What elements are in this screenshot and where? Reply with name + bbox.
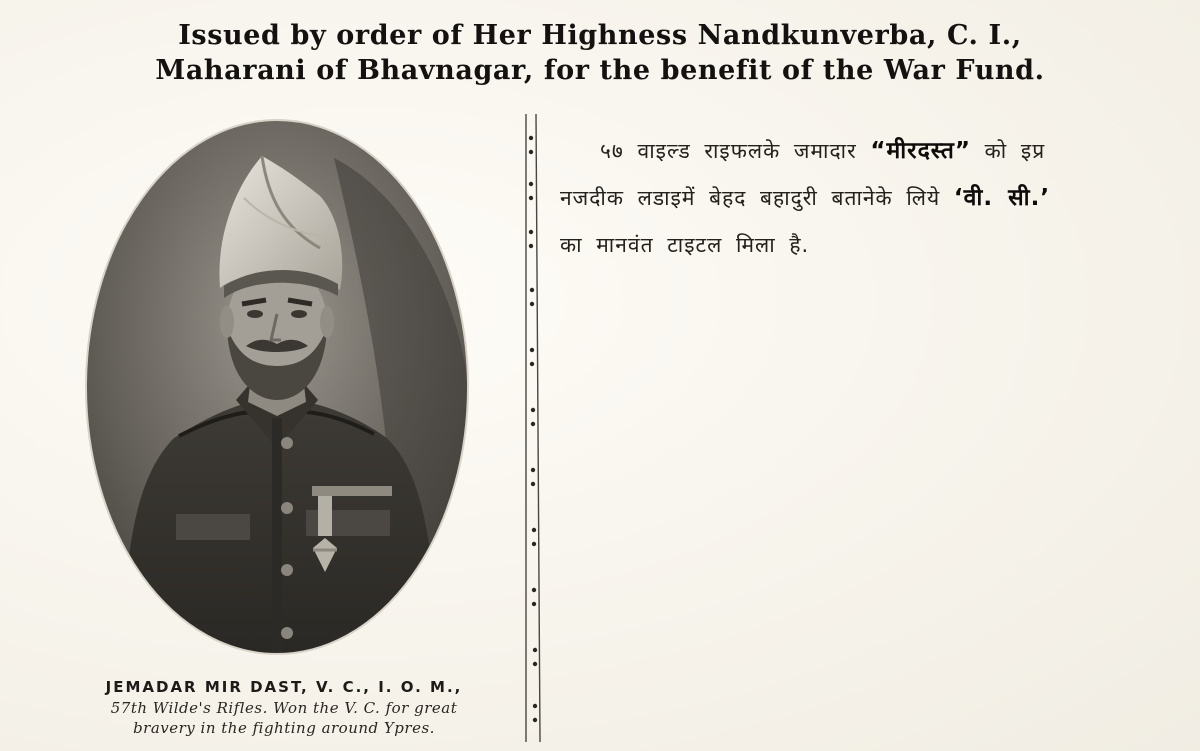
caption-line-2: bravery in the fighting around Ypres. (133, 719, 435, 737)
hindi-text-block (560, 128, 1176, 269)
header-line-1: Issued by order of Her Highness Nandkunverba, C. I., (178, 20, 1022, 51)
hindi-vc-emphasis: ‘वी. सी.’ (953, 185, 1051, 211)
hindi-line-2 (560, 175, 1176, 222)
caption-name: JEMADAR MIR DAST, V. C., I. O. M., (105, 678, 463, 696)
dotted-divider (518, 114, 548, 742)
hindi-line-2-start: नजदीक लडाइमें बेहद बहादुरी बतानेके लिये (560, 186, 954, 210)
header-title (0, 18, 1200, 88)
portrait-photo (84, 118, 470, 656)
hindi-line-1-start: ५७ वाइल्ड राइफलके जमादार (600, 139, 871, 163)
hindi-name-emphasis: “मीरदस्त” (870, 138, 971, 164)
hindi-line-1-end: को इप्र (970, 139, 1046, 163)
hindi-line-3: का मानवंत टाइटल मिला है. (560, 233, 810, 257)
portrait-caption (30, 676, 538, 738)
header-line-2: Maharani of Bhavnagar, for the benefit of the War Fund. (155, 55, 1045, 86)
hindi-line-1 (560, 128, 1176, 175)
caption-line-1: 57th Wilde's Rifles. Won the V. C. for great (110, 699, 458, 717)
